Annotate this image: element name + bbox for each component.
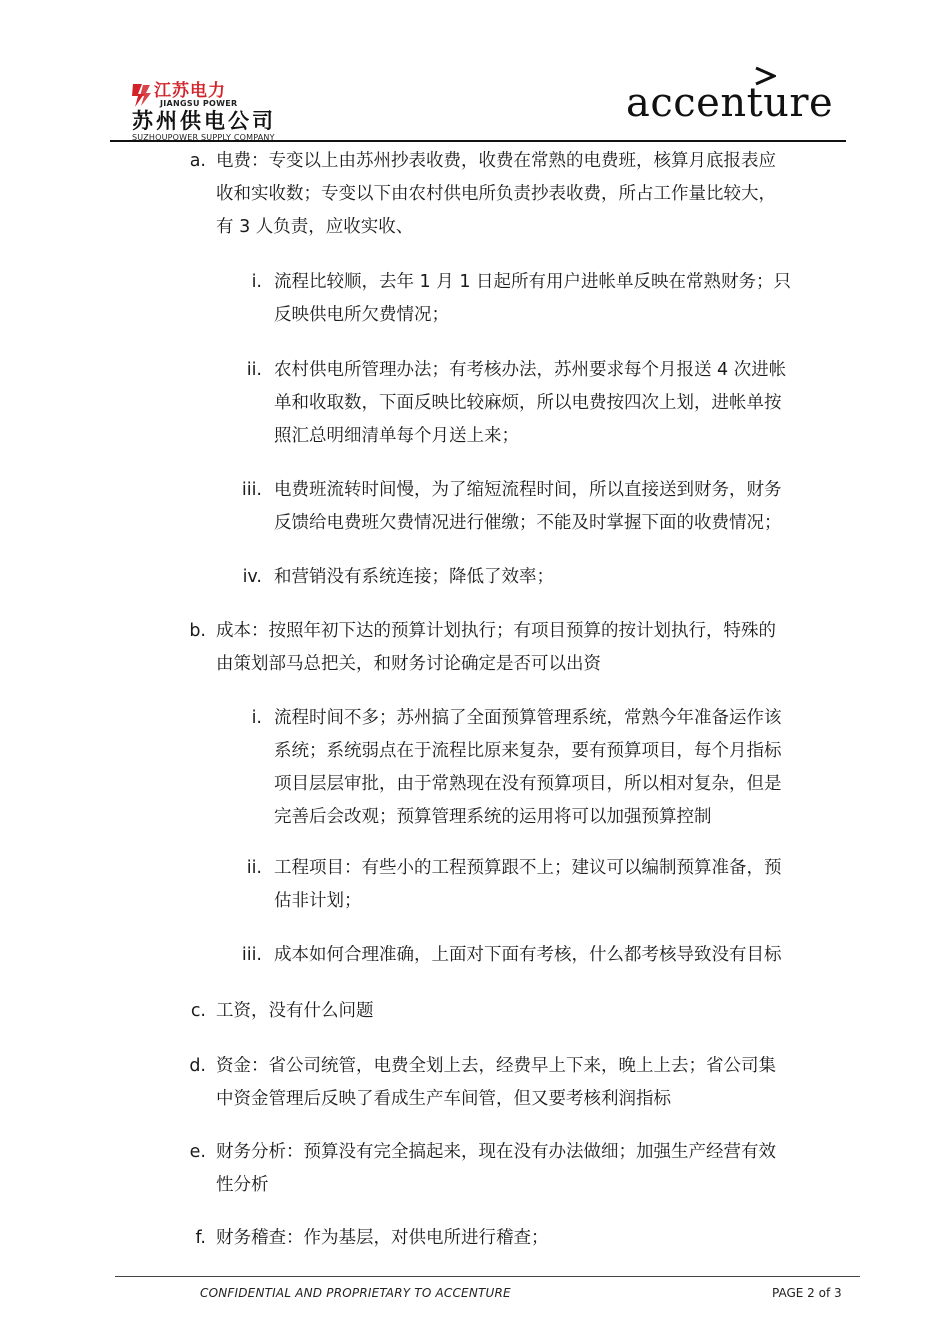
text-line: 电费：专变以上由苏州抄表收费，收费在常熟的电费班，核算月底报表应 <box>216 151 776 171</box>
text-line: 和营销没有系统连接；降低了效率； <box>274 567 554 587</box>
text-line: 照汇总明细清单每个月送上来； <box>274 426 519 446</box>
text-line: 反映供电所欠费情况； <box>274 305 449 325</box>
logo-company-english: SUZHOUPOWER SUPPLY COMPANY <box>132 133 275 142</box>
header-divider <box>110 140 846 142</box>
page-number: PAGE 2 of 3 <box>772 1286 842 1300</box>
text-line: 财务稽查：作为基层，对供电所进行稽查； <box>216 1228 549 1248</box>
text-line: 成本：按照年初下达的预算计划执行；有项目预算的按计划执行，特殊的 <box>216 621 776 641</box>
footer-divider <box>115 1276 860 1277</box>
text-line: 电费班流转时间慢，为了缩短流程时间，所以直接送到财务，财务 <box>274 480 782 500</box>
section-marker: c. <box>190 1001 206 1021</box>
section-marker: b. <box>189 621 206 641</box>
text-line: 系统；系统弱点在于流程比原来复杂，要有预算项目，每个月指标 <box>274 741 782 761</box>
section-text <box>216 1050 836 1116</box>
subitem-marker: iii. <box>241 945 262 965</box>
subitem-text <box>274 354 836 453</box>
section-marker: f. <box>195 1228 206 1248</box>
section-text <box>216 1136 836 1202</box>
text-line: 完善后会改观；预算管理系统的运用将可以加强预算控制 <box>274 807 712 827</box>
subitem-marker: ii. <box>246 360 262 380</box>
jiangsu-power-logo <box>130 82 305 144</box>
text-line: 估非计划； <box>274 891 362 911</box>
logo-cn-top: 江苏电力 <box>154 81 226 101</box>
text-line: 由策划部马总把关，和财务讨论确定是否可以出资 <box>216 654 601 674</box>
jiangsu-power-emblem-icon <box>130 82 152 108</box>
subitem-marker: iv. <box>242 567 262 587</box>
subitem-marker: i. <box>251 708 262 728</box>
text-line: 农村供电所管理办法；有考核办法，苏州要求每个月报送 4 次进帐 <box>274 360 787 380</box>
section-marker: d. <box>189 1056 206 1076</box>
logo-en-top: JIANGSU POWER <box>160 99 238 108</box>
subitem-text <box>274 474 836 540</box>
confidential-notice: CONFIDENTIAL AND PROPRIETARY TO ACCENTURE <box>200 1286 511 1300</box>
text-line: 有 3 人负责，应收实收、 <box>216 217 414 237</box>
subitem-text <box>274 939 836 972</box>
text-line: 流程比较顺，去年 1 月 1 日起所有用户进帐单反映在常熟财务；只 <box>274 272 792 292</box>
text-line: 收和实收数；专变以下由农村供电所负责抄表收费，所占工作量比较大， <box>216 184 776 204</box>
subitem-marker: i. <box>251 272 262 292</box>
text-line: 财务分析：预算没有完全搞起来，现在没有办法做细；加强生产经营有效 <box>216 1142 776 1162</box>
text-line: 资金：省公司统管，电费全划上去，经费早上下来，晚上上去；省公司集 <box>216 1056 776 1076</box>
text-line: 工程项目：有些小的工程预算跟不上；建议可以编制预算准备，预 <box>274 858 782 878</box>
accenture-wordmark: accenture <box>626 80 834 126</box>
subitem-marker: iii. <box>241 480 262 500</box>
section-text <box>216 145 836 244</box>
text-line: 成本如何合理准确，上面对下面有考核，什么都考核导致没有目标 <box>274 945 782 965</box>
text-line: 中资金管理后反映了看成生产车间管，但又要考核利润指标 <box>216 1089 671 1109</box>
section-text <box>216 1222 836 1255</box>
text-line: 反馈给电费班欠费情况进行催缴；不能及时掌握下面的收费情况； <box>274 513 782 533</box>
text-line: 项目层层审批，由于常熟现在没有预算项目，所以相对复杂，但是 <box>274 774 782 794</box>
text-line: 性分析 <box>216 1175 269 1195</box>
subitem-marker: ii. <box>246 858 262 878</box>
section-text <box>216 615 836 681</box>
logo-company-name: 苏州供电公司 <box>132 109 276 133</box>
subitem-text <box>274 561 836 594</box>
section-marker: a. <box>189 151 206 171</box>
subitem-text <box>274 266 836 332</box>
text-line: 工资，没有什么问题 <box>216 1001 374 1021</box>
subitem-text <box>274 702 836 834</box>
section-marker: e. <box>189 1142 206 1162</box>
text-line: 流程时间不多；苏州搞了全面预算管理系统，常熟今年准备运作该 <box>274 708 782 728</box>
text-line: 单和收取数，下面反映比较麻烦，所以电费按四次上划，进帐单按 <box>274 393 782 413</box>
subitem-text <box>274 852 836 918</box>
accenture-logo <box>626 66 846 126</box>
section-text <box>216 995 836 1028</box>
